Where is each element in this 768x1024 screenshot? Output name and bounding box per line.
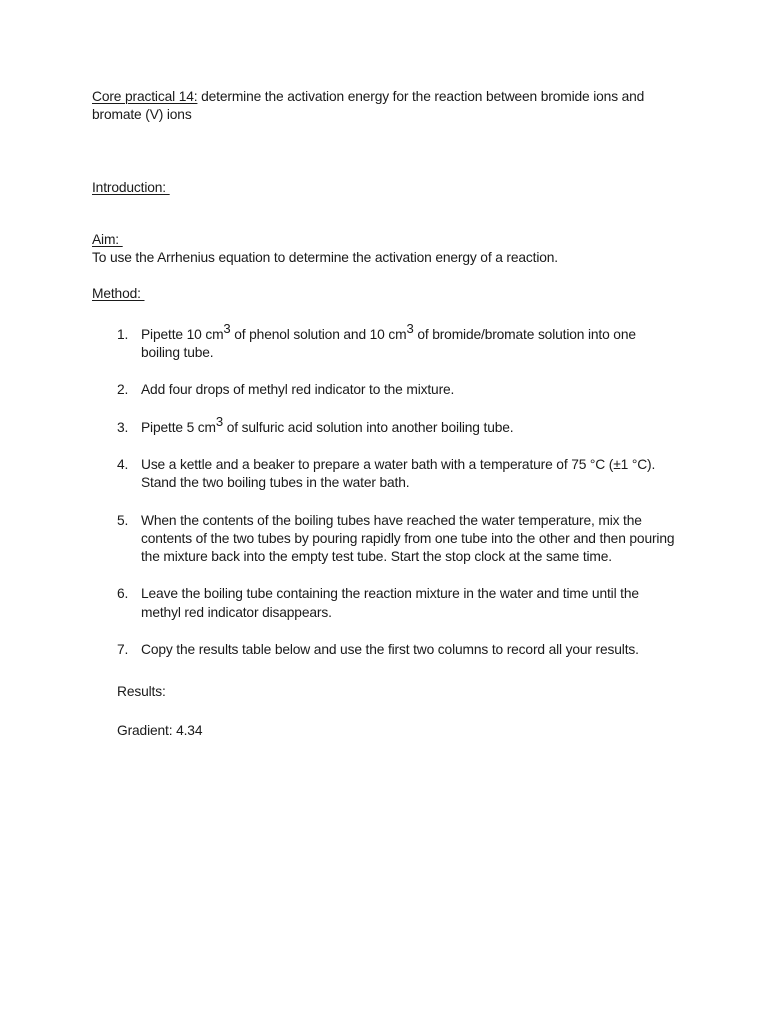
- method-step: Leave the boiling tube containing the reaction mixture in the water and time until the methyl red indicator disappears.: [141, 586, 639, 620]
- document-title-rest: determine the activation energy for the reaction between bromide ions and bromate (V) ions: [92, 89, 645, 123]
- method-steps-list: [92, 321, 676, 660]
- section-heading-method: Method:: [92, 286, 145, 302]
- gradient-value: Gradient: 4.34: [117, 722, 203, 738]
- superscript: 3: [223, 321, 231, 337]
- method-step: Copy the results table below and use the first two columns to record all your results.: [141, 642, 639, 658]
- method-step: Use a kettle and a beaker to prepare a water bath with a temperature of 75 °C (±1 °C). Stand the two boiling tubes in the water bath.: [141, 456, 656, 491]
- section-heading-introduction: Introduction:: [92, 179, 170, 195]
- method-step: Pipette 10 $cm^3$ of phenol solution and 10 $cm^3$ of bromide/bromate solution into one boiling tube.: [141, 321, 636, 361]
- superscript: 3: [215, 414, 224, 430]
- superscript: 3: [406, 321, 414, 337]
- section-heading-aim: Aim:: [92, 231, 123, 247]
- document-title-lead: Core practical 14:: [92, 89, 198, 104]
- results-label: Results:: [117, 684, 166, 700]
- method-step: Add four drops of methyl red indicator to the mixture.: [141, 382, 455, 398]
- aim-text: To use the Arrhenius equation to determine the activation energy of a reaction.: [92, 250, 558, 266]
- document-title: [92, 88, 676, 125]
- method-step: When the contents of the boiling tubes have reached the water temperature, mix the contents of the two tubes by pouring rapidly from one tube into the other and then pouring the mixture back into the empty test tube. Start the stop clock at the same time.: [141, 512, 675, 565]
- method-step: Pipette 5 $cm^3$ of sulfuric acid solution into another boiling tube.: [141, 414, 514, 435]
